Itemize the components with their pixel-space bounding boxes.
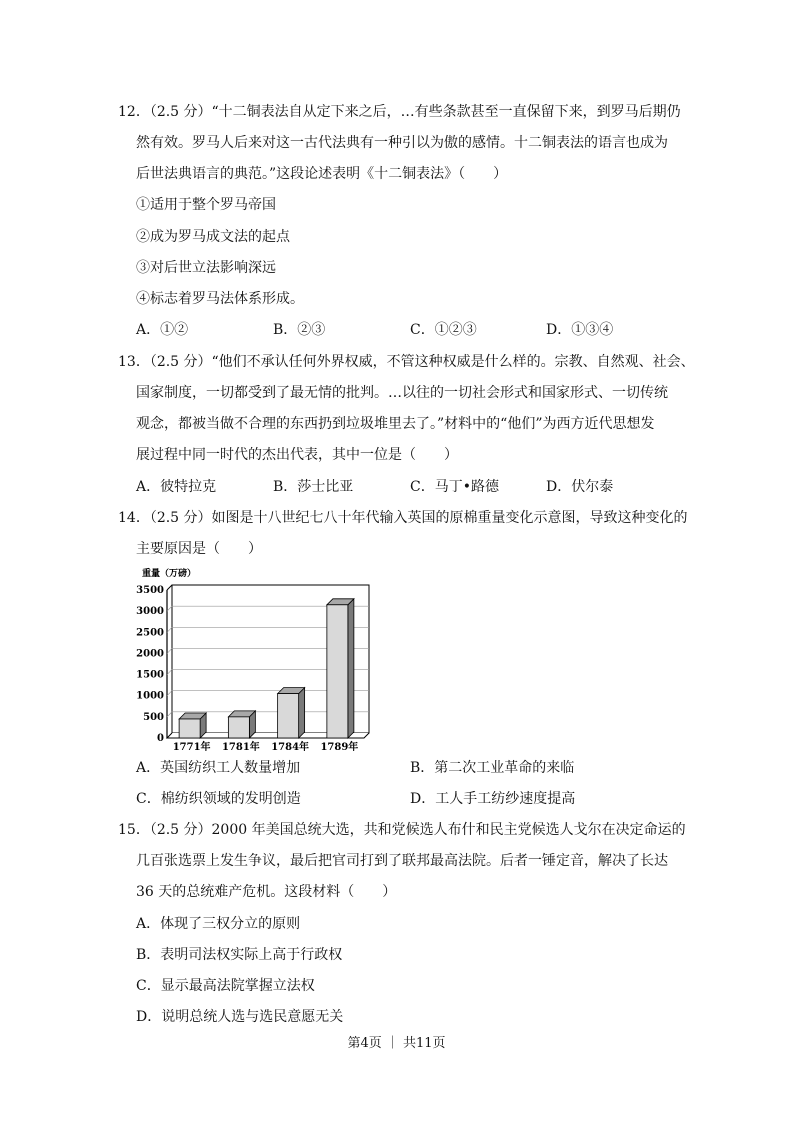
- q15-line-1: 15．（2.5 分）2000 年美国总统大选，共和党候选人布什和民主党候选人戈尔在决定命运的: [118, 822, 686, 838]
- q15-line-3: 36 天的总统难产危机。这段材料（ ）: [136, 884, 397, 900]
- q14-option-d[interactable]: D．工人手工纺纱速度提高: [410, 791, 576, 807]
- q15-option-c[interactable]: C．显示最高法院掌握立法权: [136, 978, 315, 994]
- chart-x-tick-label: 1784年: [271, 742, 310, 753]
- chart-x-tick-label: 1781年: [221, 742, 260, 753]
- q13-line-3: 观念，都被当做不合理的东西扔到垃圾堆里去了。”材料中的“他们”为西方近代思想发: [136, 416, 655, 432]
- chart-gridline-side: [167, 648, 172, 653]
- chart-bar-front: [278, 694, 299, 738]
- chart-y-tick-label: 2000: [136, 648, 164, 660]
- q12-statement-3: ③对后世立法影响深远: [136, 260, 276, 276]
- chart-gridline-side: [167, 712, 172, 717]
- chart-axis-edge: [167, 585, 172, 590]
- q15-option-d[interactable]: D．说明总统人选与选民意愿无关: [136, 1009, 344, 1025]
- q13-option-d[interactable]: D．伏尔泰: [546, 479, 614, 495]
- chart-bar: [327, 599, 354, 738]
- chart-bar-front: [179, 719, 200, 738]
- chart-bar-front: [228, 717, 249, 738]
- chart-gridline-side: [167, 627, 172, 632]
- q14-option-c[interactable]: C．棉纺织领域的发明创造: [136, 791, 301, 807]
- q12-option-a[interactable]: A．①②: [136, 322, 189, 338]
- q13-line-2: 国家制度，一切都受到了最无情的批判。…以往的一切社会形式和国家形式、一切传统: [136, 385, 668, 401]
- chart-gridline-side: [167, 691, 172, 696]
- chart-x-axis: [173, 740, 359, 753]
- q12-statement-4: ④标志着罗马法体系形成。: [136, 291, 304, 307]
- chart-gridline-side: [167, 606, 172, 611]
- chart-x-tick-label: 1771年: [172, 742, 211, 753]
- chart-x-tick-label: 1789年: [320, 742, 359, 753]
- q14-option-b[interactable]: B．第二次工业革命的来临: [410, 760, 575, 776]
- q12-statement-1: ①适用于整个罗马帝国: [136, 197, 276, 213]
- chart-y-tick-label: 500: [143, 711, 164, 723]
- q15-option-a[interactable]: A．体现了三权分立的原则: [136, 916, 301, 932]
- q12-statement-2: ②成为罗马成文法的起点: [136, 229, 290, 245]
- chart-bar-side: [299, 688, 305, 738]
- cotton-import-chart: [136, 563, 376, 755]
- q12-option-c[interactable]: C．①②③: [410, 322, 477, 338]
- chart-bar: [228, 711, 255, 738]
- q13-option-a[interactable]: A．彼特拉克: [136, 479, 217, 495]
- chart-bar: [278, 688, 305, 738]
- chart-y-tick-label: 2500: [136, 627, 164, 639]
- chart-y-tick-label: 1500: [136, 669, 164, 681]
- q14-option-a[interactable]: A．英国纺织工人数量增加: [136, 760, 301, 776]
- chart-ylabel: 重量（万磅）: [142, 569, 197, 579]
- q14-line-1: 14．（2.5 分）如图是十八世纪七八十年代输入英国的原棉重量变化示意图，导致这种变化的: [118, 510, 688, 526]
- q12-line-3: 后世法典语言的典范。”这段论述表明《十二铜表法》（ ）: [136, 166, 508, 182]
- chart-bar-side: [348, 599, 354, 738]
- chart-gridline-side: [167, 670, 172, 675]
- q13-option-c[interactable]: C．马丁•路德: [410, 479, 499, 495]
- q12-line-2: 然有效。罗马人后来对这一古代法典有一种引以为傲的感情。十二铜表法的语言也成为: [136, 135, 668, 151]
- q15-line-2: 几百张选票上发生争议，最后把官司打到了联邦最高法院。后者一锤定音，解决了长达: [136, 853, 668, 869]
- q13-line-1: 13．（2.5 分）“他们不承认任何外界权威，不管这种权威是什么样的。宗教、自然观、社会、: [118, 354, 695, 370]
- q13-option-b[interactable]: B．莎士比亚: [273, 479, 354, 495]
- chart-y-axis: [136, 585, 164, 744]
- q15-option-b[interactable]: B．表明司法权实际上高于行政权: [136, 947, 343, 963]
- q12-line-1: 12．（2.5 分）“十二铜表法自从定下来之后，…有些条款甚至一直保留下来，到罗马后期仍: [118, 104, 681, 120]
- chart-y-tick-label: 3500: [136, 585, 164, 596]
- chart-bar: [179, 713, 206, 738]
- q12-option-d[interactable]: D．①③④: [546, 322, 614, 338]
- q12-option-b[interactable]: B．②③: [273, 322, 326, 338]
- q13-line-4: 展过程中同一时代的杰出代表，其中一位是（ ）: [136, 447, 458, 463]
- page-footer: 第4页 ｜ 共11页: [347, 1036, 446, 1051]
- chart-y-tick-label: 1000: [136, 690, 164, 702]
- chart-y-tick-label: 0: [157, 733, 164, 744]
- chart-bar-front: [327, 605, 348, 738]
- chart-y-tick-label: 3000: [136, 606, 164, 618]
- q14-line-2: 主要原因是（ ）: [136, 541, 262, 557]
